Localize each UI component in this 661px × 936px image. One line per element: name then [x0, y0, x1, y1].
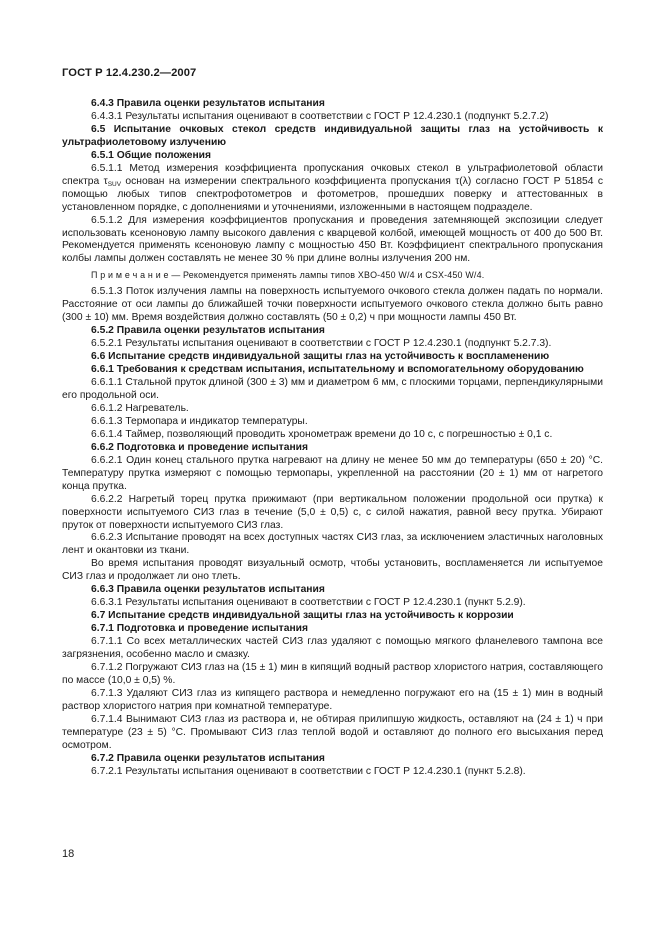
paragraph: 6.6.1.1 Стальной пруток длиной (300 ± 3) мм и диаметром 6 мм, с плоскими торцами, перпендикулярными его продольной оси. [62, 377, 603, 401]
paragraph: 6.6.1.2 Нагреватель. [91, 402, 189, 414]
section-heading: 6.7.2 Правила оценки результатов испытания [91, 752, 325, 764]
paragraph: 6.5.1.2 Для измерения коэффициентов пропускания и проведения затемняющей экспозиции следует использовать ксеноновую лампу высокого давления с кварцевой колбой, имеющей мощность от 400 до 500 Вт. Рекомендуется применять ксеноновую лампу с мощностью 450 Вт. Коэффициент спектрального пропускания колбы лампы должен составлять не менее 30 % при длине волны излучения 200 нм. [62, 214, 603, 265]
paragraph: 6.6.2.1 Один конец стального прутка нагревают на длину не менее 50 мм до температуры (650 ± 20) °С. Температуру прутка измеряют с помощью термопары, укрепленной на расстоянии (20 ± 1) мм от нагретого конца прутка. [62, 454, 603, 492]
section-heading: 6.4.3 Правила оценки результатов испытания [91, 98, 325, 109]
paragraph: 6.6.1.3 Термопара и индикатор температуры. [91, 415, 308, 427]
paragraph: 6.7.1.2 Погружают СИЗ глаз на (15 ± 1) мин в кипящий водный раствор хлористого натрия, составляющего по массе (10,0 ± 0,5) %. [62, 661, 603, 686]
section-heading: 6.6 Испытание средств индивидуальной защиты глаз на устойчивость к воспламенению [91, 351, 550, 363]
section-heading: 6.5.2 Правила оценки результатов испытания [91, 325, 325, 337]
paragraph: 6.6.1.4 Таймер, позволяющий проводить хронометраж времени до 10 с, с погрешностью ± 0,1 с. [91, 428, 553, 440]
paragraph: 6.7.1.4 Вынимают СИЗ глаз из раствора и, не обтирая прилипшую жидкость, оставляют на (24 ± 1) ч при температуре (23 ± 5) °С. Промывают СИЗ глаз теплой водой и оставляют до полного его высыхания перед осмотром. [62, 713, 603, 751]
document-body [62, 98, 603, 779]
page-number: 18 [62, 848, 75, 860]
subscript-suv: SUV [107, 180, 122, 188]
document-code-header: ГОСТ Р 12.4.230.2—2007 [62, 67, 197, 79]
paragraph: 6.6.2.2 Нагретый торец прутка прижимают (при вертикальном положении продольной оси прутка) к поверхности испытуемого СИЗ глаз в течение (5,0 ± 0,5) с, с силой нажатия, равной весу прутка. Убирают пруток от поверхности испытуемого СИЗ глаз. [62, 493, 603, 531]
paragraph-text: основан на измерении спектрального коэффициента пропускания τ(λ) согласно ГОСТ Р 51854 с помощью любых типов спектрофотометров и фотометров, прошедших поверку и аттестованных в установленном порядке, с дополнениями и уточнениями, изложенными в настоящем подразделе. [62, 175, 603, 213]
paragraph: 6.7.2.1 Результаты испытания оценивают в соответствии с ГОСТ Р 12.4.230.1 (пункт 5.2.8). [91, 765, 526, 777]
paragraph: 6.7.1.1 Со всех металлических частей СИЗ глаз удаляют с помощью мягкого фланелевого тампона все загрязнения, особенно масло и смазку. [62, 636, 603, 661]
section-heading: 6.6.2 Подготовка и проведение испытания [91, 441, 309, 453]
section-heading: 6.5 Испытание очковых стекол средств индивидуальной защиты глаз на устойчивость к ультрафиолетовому излучению [62, 123, 603, 148]
paragraph-6-5-1-1 [62, 163, 603, 215]
paragraph: 6.4.3.1 Результаты испытания оценивают в соответствии с ГОСТ Р 12.4.230.1 (подпункт 5.2.7.2) [91, 110, 549, 122]
paragraph: 6.7.1.3 Удаляют СИЗ глаз из кипящего раствора и немедленно погружают его на (15 ± 1) мин в водный раствор хлористого натрия при комнатной температуре. [62, 687, 603, 712]
paragraph: 6.5.2.1 Результаты испытания оценивают в соответствии с ГОСТ Р 12.4.230.1 (подпункт 5.2.7.3). [91, 338, 552, 350]
section-heading: 6.6.3 Правила оценки результатов испытания [91, 584, 325, 596]
section-heading: 6.6.1 Требования к средствам испытания, испытательному и вспомогательному оборудованию [91, 364, 584, 376]
paragraph: Во время испытания проводят визуальный осмотр, чтобы установить, воспламеняется ли испытуемое СИЗ глаз и продолжает ли оно тлеть. [62, 558, 603, 583]
paragraph: 6.5.1.3 Поток излучения лампы на поверхность испытуемого очкового стекла должен падать по нормали. Расстояние от оси лампы до ближайшей точки поверхности испытуемого очкового стекла должно быть равно (300 ± 10) мм. Время воздействия должно составлять (50 ± 0,2) ч при мощности лампы 450 Вт. [62, 286, 603, 324]
section-heading: 6.5.1 Общие положения [91, 149, 211, 161]
paragraph: 6.6.3.1 Результаты испытания оценивают в соответствии с ГОСТ Р 12.4.230.1 (пункт 5.2.9). [91, 597, 526, 609]
section-heading: 6.7 Испытание средств индивидуальной защиты глаз на устойчивость к коррозии [91, 610, 514, 622]
section-heading: 6.7.1 Подготовка и проведение испытания [91, 623, 309, 635]
paragraph-text: 6.5.1.1 Метод измерения коэффициента пропускания очковых стекол в ультрафиолетовой области спектра τ [62, 162, 603, 187]
paragraph: 6.6.2.3 Испытание проводят на всех доступных частях СИЗ глаз, за исключением эластичных наголовных лент и окантовки из ткани. [62, 532, 603, 557]
note-paragraph: П р и м е ч а н и е — Рекомендуется применять лампы типов XBO-450 W/4 и CSX-450 W/4. [91, 270, 485, 281]
